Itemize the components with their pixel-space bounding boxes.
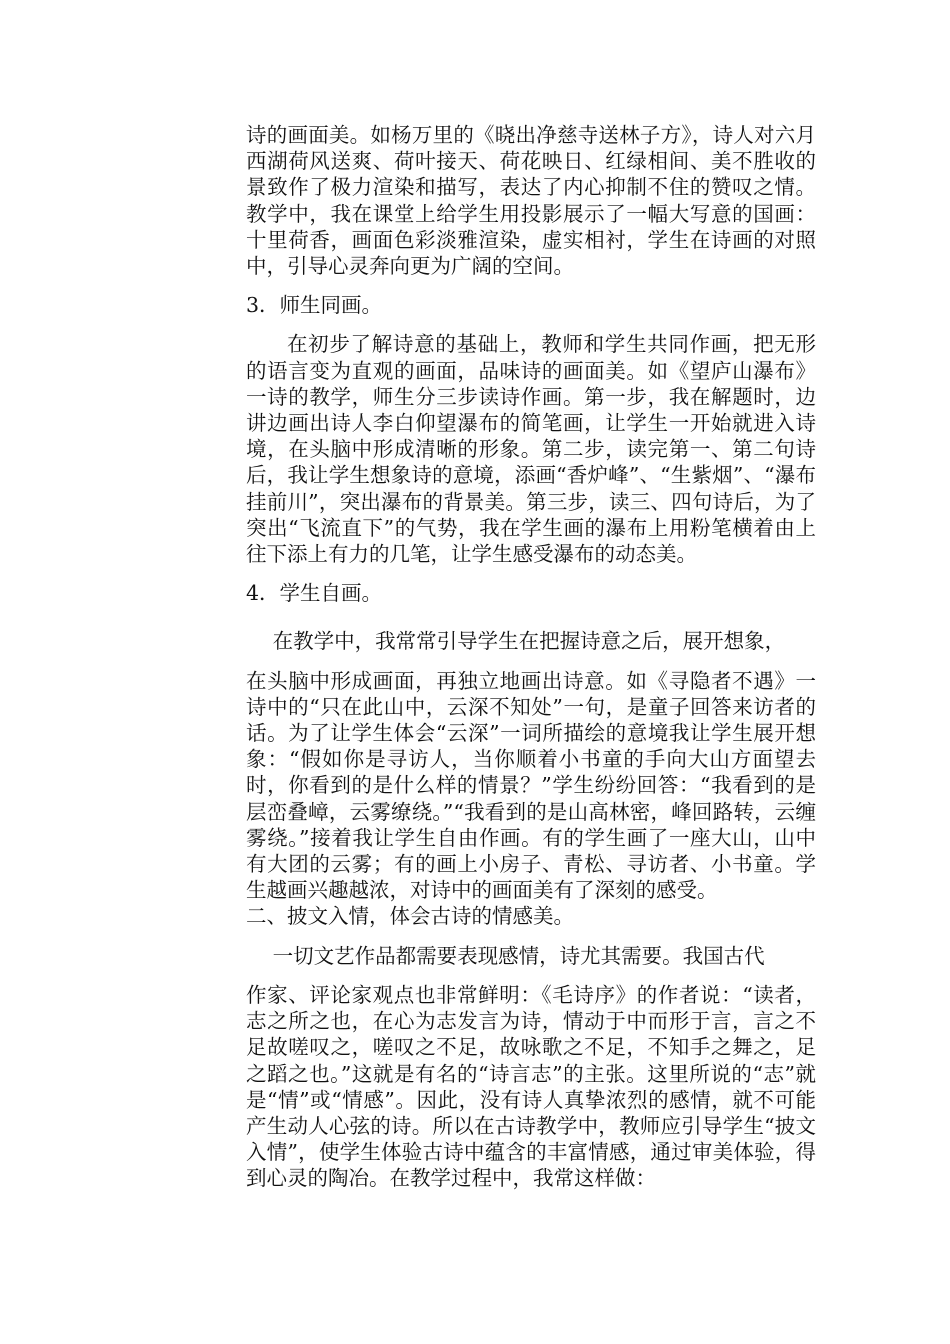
paragraph-emotion-intro: 一切文艺作品都需要表现感情，诗尤其需要。我国古代 [272,943,765,968]
heading-section-two: 二、披文入情，体会古诗的情感美。 [246,904,574,929]
heading-teacher-student-draw: 3．师生同画。 [246,293,383,318]
paragraph-student-draw-intro: 在教学中，我常常引导学生在把握诗意之后，展开想象， [272,629,786,654]
heading-student-draw: 4．学生自画。 [246,581,383,606]
document-page [246,122,816,1192]
paragraph-lushan-waterfall: 在初步了解诗意的基础上，教师和学生共同作画，把无形的语言变为直观的画面，品味诗的画面美。如《望庐山瀑布》一诗的教学，师生分三步读诗作画。第一步，我在解题时，边讲边画出诗人李白仰望瀑布的简笔画，让学生一开始就进入诗境，在头脑中形成清晰的形象。第二步，读完第一、第二句诗后，我让学生想象诗的意境，添画“香炉峰”、“生紫烟”、“瀑布挂前川”，突出瀑布的背景美。第三步，读三、四句诗后，为了突出“飞流直下”的气势，我在学生画的瀑布上用粉笔横着由上往下添上有力的几笔，让学生感受瀑布的动态美。 [246,332,816,567]
paragraph-painting-beauty: 诗的画面美。如杨万里的《晓出净慈寺送林子方》，诗人对六月西湖荷风送爽、荷叶接天、荷花映日、红绿相间、美不胜收的景致作了极力渲染和描写，表达了内心抑制不住的赞叹之情。教学中，我在课堂上给学生用投影展示了一幅大写意的国画：十里荷香，画面色彩淡雅渲染，虚实相衬，学生在诗画的对照中，引导心灵奔向更为广阔的空间。 [246,123,816,279]
paragraph-mao-shi-xu: 作家、评论家观点也非常鲜明：《毛诗序》的作者说：“读者，志之所之也，在心为志发言为诗，情动于中而形于言，言之不足故嗟叹之，嗟叹之不足，故咏歌之不足，不知手之舞之，足之蹈之也。”这就是有名的“诗言志”的主张。这里所说的“志”就是“情”或“情感”。因此，没有诗人真挚浓烈的感情，就不可能产生动人心弦的诗。所以在古诗教学中，教师应引导学生“披文入情”，使学生体验古诗中蕴含的丰富情感，通过审美体验，得到心灵的陶冶。在教学过程中，我常这样做： [246,982,816,1191]
paragraph-hermit-poem: 在头脑中形成画面，再独立地画出诗意。如《寻隐者不遇》一诗中的“只在此山中，云深不知处”一句，是童子回答来访者的话。为了让学生体会“云深”一词所描绘的意境我让学生展开想象：“假如你是寻访人，当你顺着小书童的手向大山方面望去时，你看到的是什么样的情景？”学生纷纷回答：“我看到的是层峦叠嶂，云雾缭绕。”“我看到的是山高林密，峰回路转，云缠雾绕。”接着我让学生自由作画。有的学生画了一座大山，山中有大团的云雾；有的画上小房子、青松、寻访者、小书童。学生越画兴趣越浓，对诗中的画面美有了深刻的感受。 [246,668,816,903]
